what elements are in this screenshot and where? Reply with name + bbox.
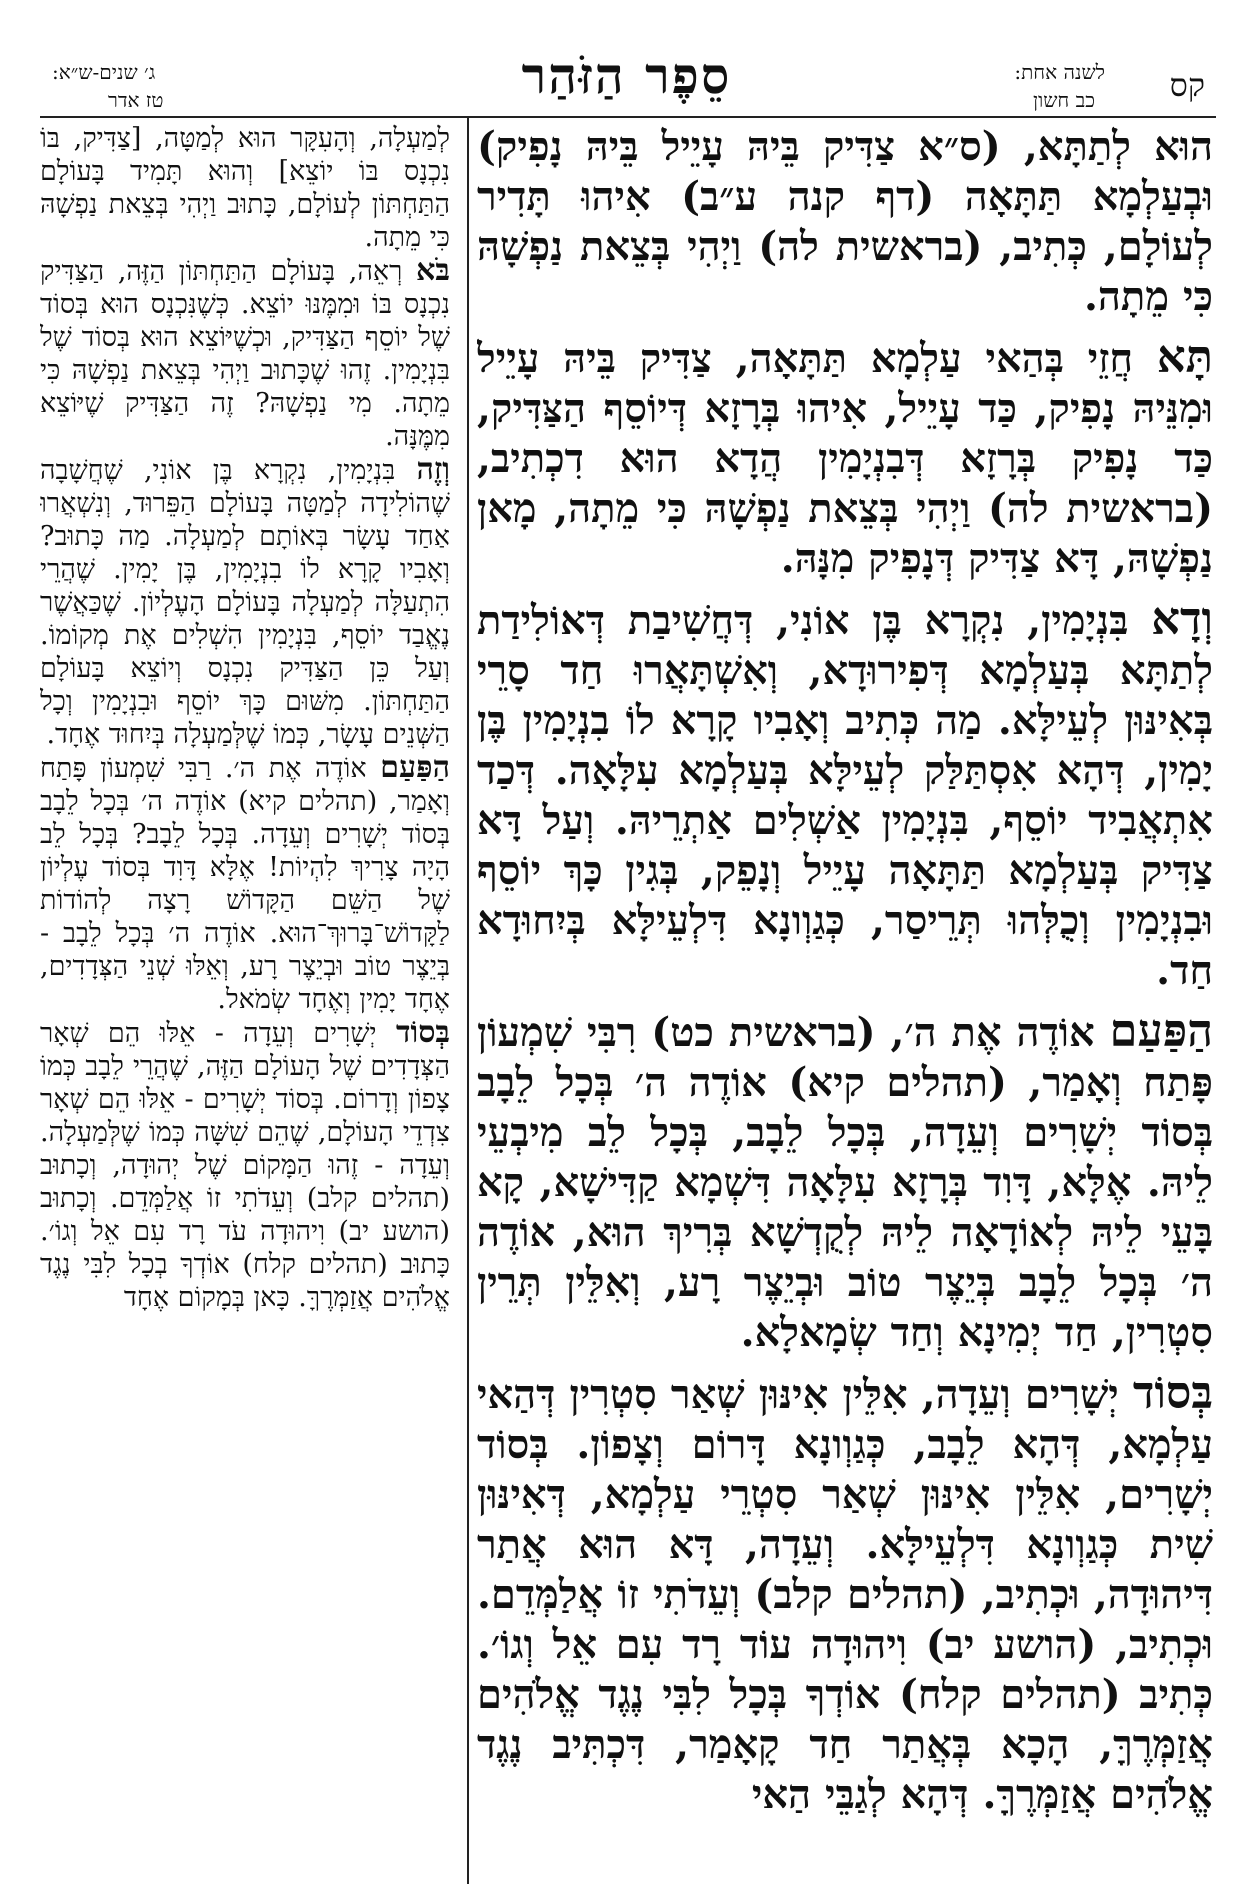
paragraph-opening-word: תָּא: [1156, 330, 1213, 383]
aramaic-paragraph: תָּא חֲזֵי בְּהַאי עַלְמָא תַּתָּאָה, צַדִּיק בֵּיהּ עָיֵיל וּמִנֵּיהּ נָפִיק, כַּד עָיֵיל, אִיהוּ בְּרָזָא דְּיוֹסֵף הַצַּדִּיק, כַּד נָפִיק בְּרָזָא דְּבִנְיָמִין הֲדָא הוּא דִכְתִיב, (בראשית לה) וַיְהִי בְּצֵאת נַפְשָׁהּ כִּי מֵתָה, מָאן נַפְשָׁהּ, דָּא צַדִּיק דְּנָפִיק מִנָּהּ.: [477, 330, 1213, 582]
hebrew-paragraph: בֹּא רְאֵה, בָּעוֹלָם הַתַּחְתּוֹן הַזֶּה, הַצַּדִּיק נִכְנָס בּוֹ וּמִמֶּנּוּ יוֹצֵא. כְּשֶׁנִּכְנָס הוּא בְּסוֹד שֶׁל יוֹסֵף הַצַּדִּיק, וּכְשֶׁיּוֹצֵא הוּא בְּסוֹד שֶׁל בִּנְיָמִין. זֶהוּ שֶׁכָּתוּב וַיְהִי בְּצֵאת נַפְשָׁהּ כִּי מֵתָה. מִי נַפְשָׁהּ? זֶה הַצַּדִּיק שֶׁיּוֹצֵא מִמֶּנָּה.: [40, 253, 450, 452]
page-header: [0, 0, 1253, 118]
three-year-schedule-date: טז אדר: [108, 88, 164, 112]
hebrew-translation-column: [40, 122, 450, 1878]
paragraph-opening-word: הַפַּעַם: [380, 750, 450, 785]
paragraph-opening-word: וְזֶה: [416, 452, 450, 487]
aramaic-paragraph: וְדָא בִּנְיָמִין, נִקְרָא בֶּן אוֹנִי, דְּחֲשִׁיבַת דְּאוֹלִידַת לְתַתָּא בְּעַלְמָא דְּפִירוּדָא, וְאִשְׁתָּאֲרוּ חַד סָרֵי בְּאִינּוּן לְעֵילָּא. מַה כְּתִיב וְאָבִיו קָרָא לוֹ בִנְיָמִין בֶּן יָמִין, דְּהָא אִסְתַּלַּק לְעֵילָּא בְּעַלְמָא עִלָּאָה. דְּכַד אִתְאֲבִיד יוֹסֵף, בִּנְיָמִין אַשְׁלִים אַתְרֵיהּ. וְעַל דָּא צַדִּיק בְּעַלְמָא תַּתָּאָה עָיֵיל וְנָפֵק, בְּגִין כָּךְ יוֹסֵף וּבִנְיָמִין וְכֻלְּהוּ תְּרֵיסַר, כְּגַוְונָא דִּלְעֵילָּא בְּיִחוּדָא חַד.: [477, 592, 1213, 994]
column-divider: [467, 118, 469, 1884]
hebrew-paragraph: בְּסוֹד יְשָׁרִים וְעֵדָה - אֵלּוּ הֵם שְׁאָר הַצְּדָדִים שֶׁל הָעוֹלָם הַזֶּה, שֶׁהֲרֵי לֵבָב כְּמוֹ צָפוֹן וְדָרוֹם. בְּסוֹד יְשָׁרִים - אֵלּוּ הֵם שְׁאָר צִדְדֵי הָעוֹלָם, שֶׁהֵם שִׁשָּׁה כְּמוֹ שֶׁלְּמַעְלָה. וְעֵדָה - זֶהוּ הַמָּקוֹם שֶׁל יְהוּדָה, וְכָתוּב (תהלים קלב) וְעֵדֹתִי זוֹ אֲלַמְּדֵם. וְכָתוּב (הושע יב) וִיהוּדָה עֹד רָד עִם אֵל וְגוֹ׳. כָּתוּב (תהלים קלח) אוֹדְךָ בְכָל לִבִּי נֶגֶד אֱלֹהִים אֲזַמְּרֶךָּ. כָּאן בְּמָקוֹם אֶחָד: [40, 1015, 450, 1313]
hebrew-paragraph: הַפַּעַם אוֹדֶה אֶת ה׳. רַבִּי שִׁמְעוֹן פָּתַח וְאָמַר, (תהלים קיא) אוֹדֶה ה׳ בְּכָל לֵבָב בְּסוֹד יְשָׁרִים וְעֵדָה. בְּכָל לֵבָב? בְּכָל לֵב הָיָה צָרִיךְ לִהְיוֹת! אֶלָּא דָּוִד בְּסוֹד עֶלְיוֹן שֶׁל הַשֵּׁם הַקָּדוֹשׁ רָצָה לְהוֹדוֹת לַקָּדוֹשׁ־בָּרוּךְ־הוּא. אוֹדֶה ה׳ בְּכָל לֵבָב - בְּיֵצֶר טוֹב וּבְיֵצֶר רָע, וְאֵלּוּ שְׁנֵי הַצְּדָדִים, אֶחָד יָמִין וְאֶחָד שְׂמֹאל.: [40, 750, 450, 1015]
paragraph-opening-word: בְּסוֹד: [1132, 1366, 1213, 1419]
aramaic-paragraph: בְּסוֹד יְשָׁרִים וְעֵדָה, אִלֵּין אִינּוּן שְׁאַר סִטְרִין דְּהַאי עַלְמָא, דְּהָא לֵבָב, כְּגַוְונָא דָּרוֹם וְצָפוֹן. בְּסוֹד יְשָׁרִים, אִלֵּין אִינּוּן שְׁאַר סִטְרֵי עַלְמָא, דְּאִינּוּן שִׁית כְּגַוְונָא דִּלְעֵילָּא. וְעֵדָה, דָּא הוּא אֲתַר דִּיהוּדָה, וּכְתִיב, (תהלים קלב) וְעֵדֹתִי זוֹ אֲלַמְּדֵם. וּכְתִיב, (הושע יב) וִיהוּדָה עוֹד רָד עִם אֵל וְגוֹ׳. כְּתִיב (תהלים קלח) אוֹדְךָ בְּכָל לִבִּי נֶגֶד אֱלֹהִים אֲזַמְּרֶךָּ, הָכָא בְּאֲתַר חַד קָאָמַר, דִּכְתִּיב נֶגֶד אֱלֹהִים אֲזַמְּרֶךָּ. דְּהָא לְגַבֵּי הַאי: [477, 1366, 1213, 1818]
paragraph-opening-word: וְדָא: [1151, 592, 1213, 645]
hebrew-paragraph: וְזֶה בִּנְיָמִין, נִקְרָא בֶּן אוֹנִי, שֶׁחֲשָׁבָה שֶׁהוֹלִידָה לְמַטָּה בָּעוֹלָם הַפֵּרוּד, וְנִשְׁאֲרוּ אַחַד עָשָׂר בְּאוֹתָם לְמַעְלָה. מַה כָּתוּב? וְאָבִיו קָרָא לוֹ בִנְיָמִין, בֶּן יָמִין. שֶׁהֲרֵי הִתְעַלָּה לְמַעְלָה בָּעוֹלָם הָעֶלְיוֹן. שֶׁכַּאֲשֶׁר נֶאֱבַד יוֹסֵף, בִּנְיָמִין הִשְׁלִים אֶת מְקוֹמוֹ. וְעַל כֵּן הַצַּדִּיק נִכְנָס וְיוֹצֵא בָּעוֹלָם הַתַּחְתּוֹן. מִשּׁוּם כָּךְ יוֹסֵף וּבִנְיָמִין וְכָל הַשְּׁנֵים עָשָׂר, כְּמוֹ שֶׁלְּמַעְלָה בְּיִחוּד אֶחָד.: [40, 452, 450, 750]
three-year-schedule-label: ג׳ שנים-ש״א:: [52, 60, 156, 84]
page-title: סֵפֶר הַזֹּהַר: [521, 46, 732, 105]
paragraph-opening-word: הַפַּעַם: [1109, 1004, 1213, 1057]
paragraph-opening-word: בְּסוֹד: [395, 1015, 450, 1050]
hebrew-paragraph: לְמַעְלָה, וְהָעִקָּר הוּא לְמַטָּה, [צַדִּיק, בּוֹ נִכְנָס בּוֹ יוֹצֵא] וְהוּא תָּמִיד בָּעוֹלָם הַתַּחְתּוֹן לְעוֹלָם, כָּתוּב וַיְהִי בְּצֵאת נַפְשָׁהּ כִּי מֵתָה.: [40, 123, 450, 253]
daily-schedule-label: לשנה אחת:: [1014, 60, 1105, 84]
aramaic-paragraph: הַפַּעַם אוֹדֶה אֶת ה׳, (בראשית כט) רִבִּי שִׁמְעוֹן פָּתַח וְאָמַר, (תהלים קיא) אוֹדֶה ה׳ בְּכָל לֵבָב בְּסוֹד יְשָׁרִים וְעֵדָה, בְּכָל לֵבָב, בְּכָל לֵב מִיבְעֵי לֵיהּ. אֶלָּא, דָּוִד בְּרָזָא עִלָּאָה דִּשְׁמָא קַדִּישָׁא, קָא בָּעֵי לֵיהּ לְאוֹדָאָה לֵיהּ לְקֻדְשָׁא בְּרִיךְ הוּא, אוֹדֶה ה׳ בְּכָל לֵבָב בְּיֵצֶר טוֹב וּבְיֵצֶר רָע, וְאִלֵּין תְּרֵין סִטְרִין, חַד יְמִינָא וְחַד שְׂמָאלָא.: [477, 1004, 1213, 1356]
header-divider: [40, 116, 1216, 118]
aramaic-column: [477, 122, 1213, 1878]
aramaic-paragraph: הוּא לְתַתָּא, (ס״א צַדִּיק בֵּיהּ עָיֵיל בֵּיהּ נָפִיק) וּבְעַלְמָא תַּתָּאָה (דף קנה ע״ב) אִיהוּ תָּדִיר לְעוֹלָם, כְּתִיב, (בראשית לה) וַיְהִי בְּצֵאת נַפְשָׁהּ כִּי מֵתָה.: [477, 123, 1213, 320]
paragraph-opening-word: בֹּא: [416, 253, 450, 288]
page-number: קס: [1169, 66, 1205, 104]
daily-schedule-date: כב חשון: [1033, 88, 1095, 112]
